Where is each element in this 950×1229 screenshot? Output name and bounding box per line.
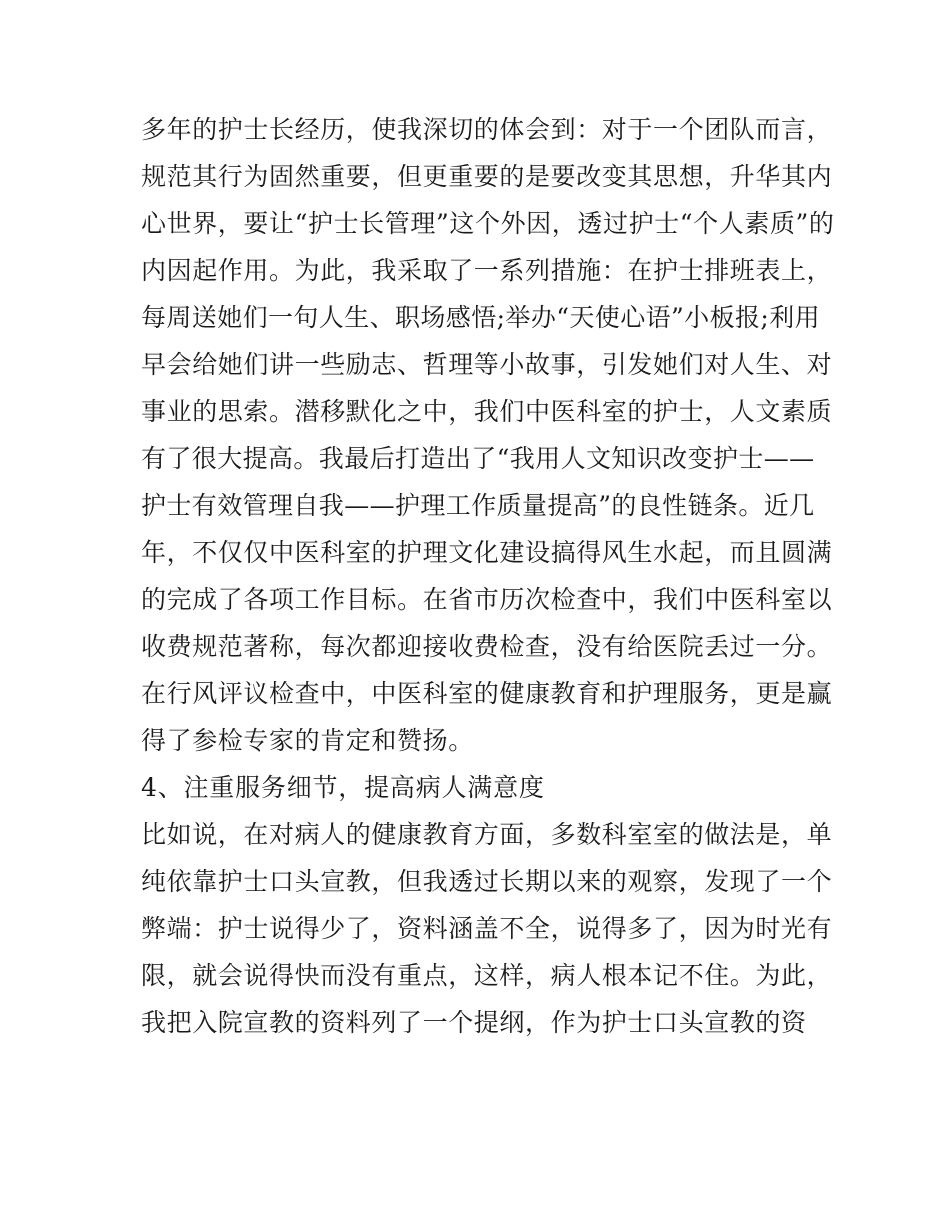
text-line: 在行风评议检查中，中医科室的健康教育和护理服务，更是赢 [141,679,833,708]
body-text [141,106,835,1046]
text-line: 得了参检专家的肯定和赞扬。 [141,726,474,755]
text-line: 纯依靠护士口头宣教，但我透过长期以来的观察，发现了一个 [141,867,833,896]
text-line: 心世界，要让“护士长管理”这个外因，透过护士“个人素质”的 [141,209,835,238]
text-line: 收费规范著称，每次都迎接收费检查，没有给医院丢过一分。 [141,632,833,661]
text-line: 规范其行为固然重要，但更重要的是要改变其思想，升华其内 [141,162,833,191]
text-line: 护士有效管理自我——护理工作质量提高”的良性链条。近几 [141,491,815,520]
text-line: 多年的护士长经历，使我深切的体会到：对于一个团队而言， [141,115,833,144]
text-line: 比如说，在对病人的健康教育方面，多数科室室的做法是，单 [141,820,833,849]
text-line: 限，就会说得快而没有重点，这样，病人根本记不住。为此， [141,961,833,990]
text-line: 弊端：护士说得少了，资料涵盖不全，说得多了，因为时光有 [141,914,833,943]
text-line: 的完成了各项工作目标。在省市历次检查中，我们中医科室以 [141,585,833,614]
text-line: 内因起作用。为此，我采取了一系列措施：在护士排班表上， [141,256,833,285]
text-line: 每周送她们一句人生、职场感悟;举办“天使心语”小板报;利用 [141,303,821,332]
text-line: 早会给她们讲一些励志、哲理等小故事，引发她们对人生、对 [141,350,833,379]
text-line: 我把入院宣教的资料列了一个提纲，作为护士口头宣教的资 [141,1008,807,1037]
text-line: 有了很大提高。我最后打造出了“我用人文知识改变护士—— [141,444,815,473]
section-heading: 4、注重服务细节，提高病人满意度 [141,773,545,802]
text-line: 年，不仅仅中医科室的护理文化建设搞得风生水起，而且圆满 [141,538,833,567]
text-line: 事业的思索。潜移默化之中，我们中医科室的护士，人文素质 [141,397,833,426]
